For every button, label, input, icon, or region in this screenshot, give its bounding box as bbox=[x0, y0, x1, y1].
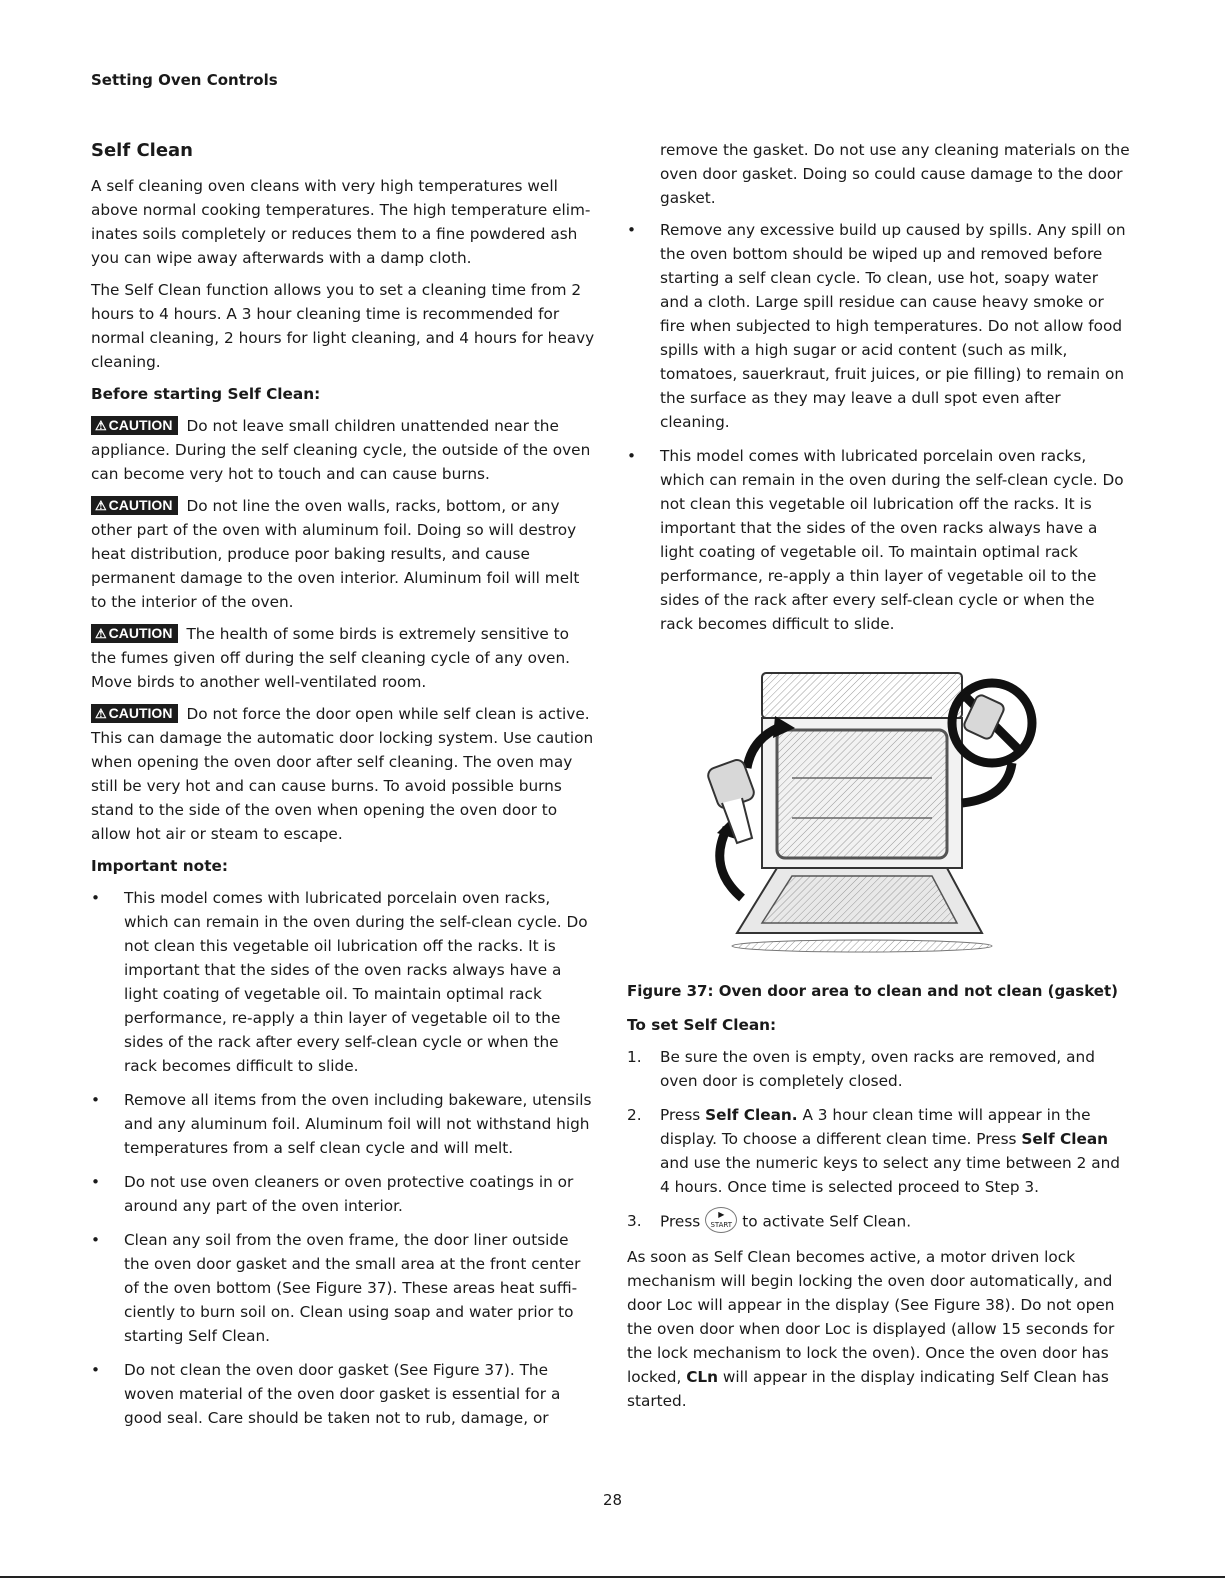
caution-paragraph-2 bbox=[91, 494, 596, 614]
caution-label: CAUTION bbox=[108, 417, 173, 433]
caution-text-2: Do not line the oven walls, racks, bottom, or any other part of the oven with aluminum foil. Doing so will destroy heat distribution, produce poor baking results, and cause permanent damage to the oven interior. Aluminum foil will melt to the interior of the oven. bbox=[91, 497, 580, 611]
self-clean-key-label: Self Clean bbox=[1021, 1130, 1109, 1148]
list-item: • Do not clean the oven door gasket (See Figure 37). The woven material of the oven door gasket is essential for a good seal. Care should be taken not to rub, damage, or bbox=[91, 1358, 596, 1430]
start-button-label: START bbox=[710, 1221, 733, 1229]
important-notes-list bbox=[91, 886, 596, 1430]
start-button-icon bbox=[705, 1207, 737, 1233]
caution-paragraph-4 bbox=[91, 702, 596, 846]
closing-text: will appear in the display indicating Self Clean has started. bbox=[627, 1368, 1109, 1410]
closing-text: As soon as Self Clean becomes active, a motor driven lock mechanism will begin locking the oven door automatically, and door Loc will appear in the display (See Figure 38). Do not open the oven door when door Loc is displayed (allow 15 seconds for the lock mechanism to lock the oven). Once the oven door has locked, bbox=[627, 1248, 1115, 1386]
oven-door-figure bbox=[707, 668, 1042, 958]
start-play-icon: ▶ bbox=[718, 1210, 725, 1219]
step-2 bbox=[627, 1103, 1130, 1199]
before-heading: Before starting Self Clean: bbox=[91, 385, 321, 403]
intro-paragraph-1: A self cleaning oven cleans with very high temperatures well above normal cooking temperatures. The high temperature elim-inates soils completely or reduces them to a fine powdered ash you can wipe away afterwards with a damp cloth. bbox=[91, 177, 591, 267]
section-title: Self Clean bbox=[91, 140, 193, 161]
step-3 bbox=[627, 1209, 1130, 1235]
figure-caption: Figure 37: Oven door area to clean and not clean (gasket) bbox=[627, 982, 1119, 1000]
set-heading: To set Self Clean: bbox=[627, 1016, 777, 1034]
list-item: • Do not use oven cleaners or oven protective coatings in or around any part of the oven interior. bbox=[91, 1170, 596, 1218]
cln-display-code: CLn bbox=[686, 1368, 719, 1386]
arrow-to-gasket bbox=[962, 763, 1012, 803]
warning-triangle-icon: ⚠ bbox=[95, 626, 107, 641]
warning-triangle-icon: ⚠ bbox=[95, 418, 107, 433]
caution-badge bbox=[91, 624, 178, 643]
step-number: 2. bbox=[627, 1106, 642, 1124]
step-text: Press bbox=[660, 1212, 701, 1231]
caution-text-3: The health of some birds is extremely sensitive to the fumes given off during the self cleaning cycle of any oven. Move birds to another well-ventilated room. bbox=[91, 625, 571, 691]
caution-badge bbox=[91, 704, 178, 723]
step-number: 3. bbox=[627, 1212, 642, 1230]
caution-text-1: Do not leave small children unattended near the appliance. During the self cleaning cycle, the outside of the oven can become very hot to touch and can cause burns. bbox=[91, 417, 591, 483]
warning-triangle-icon: ⚠ bbox=[95, 498, 107, 513]
step-text: Be sure the oven is empty, oven racks are removed, and oven door is completely closed. bbox=[660, 1048, 1095, 1090]
notes-list-continued bbox=[627, 218, 1130, 636]
caution-text-4: Do not force the door open while self clean is active. This can damage the automatic door locking system. Use caution when opening the oven door after self cleaning. The oven may still be very hot and can cause burns. To avoid possible burns stand to the side of the oven when opening the oven door to allow hot air or steam to escape. bbox=[91, 705, 594, 843]
closing-paragraph bbox=[627, 1245, 1130, 1413]
intro-paragraph-2: The Self Clean function allows you to set a cleaning time from 2 hours to 4 hours. A 3 hour cleaning time is recommended for normal cleaning, 2 hours for light cleaning, and 4 hours for heavy cleaning. bbox=[91, 281, 595, 371]
steps-list bbox=[627, 1045, 1130, 1235]
step-text: Press bbox=[660, 1106, 706, 1124]
oven-cavity bbox=[777, 730, 947, 858]
caution-paragraph-1 bbox=[91, 414, 596, 486]
caution-label: CAUTION bbox=[108, 625, 173, 641]
caution-badge bbox=[91, 416, 178, 435]
right-column bbox=[627, 138, 1130, 1421]
caution-badge bbox=[91, 496, 178, 515]
important-heading: Important note: bbox=[91, 857, 228, 875]
caution-label: CAUTION bbox=[108, 705, 173, 721]
warning-triangle-icon: ⚠ bbox=[95, 706, 107, 721]
caution-label: CAUTION bbox=[108, 497, 173, 513]
running-header: Setting Oven Controls bbox=[91, 71, 278, 89]
step-text: and use the numeric keys to select any time between 2 and 4 hours. Once time is selected proceed to Step 3. bbox=[660, 1154, 1120, 1196]
list-item: • This model comes with lubricated porcelain oven racks, which can remain in the oven during the self-clean cycle. Do not clean this vegetable oil lubrication off the racks. It is important that the sides of the oven racks always have a light coating of vegetable oil. To maintain optimal rack performance, re-apply a thin layer of vegetable oil to the sides of the rack after every self-clean cycle or when the rack becomes difficult to slide. bbox=[91, 886, 596, 1078]
list-item: • Clean any soil from the oven frame, the door liner outside the oven door gasket and the small area at the front center of the oven bottom (See Figure 37). These areas heat suffi-ciently to burn soil on. Clean using soap and water prior to starting Self Clean. bbox=[91, 1228, 596, 1348]
list-item: • This model comes with lubricated porcelain oven racks, which can remain in the oven during the self-clean cycle. Do not clean this vegetable oil lubrication off the racks. It is important that the sides of the oven racks always have a light coating of vegetable oil. To maintain optimal rack performance, re-apply a thin layer of vegetable oil to the sides of the rack after every self-clean cycle or when the rack becomes difficult to slide. bbox=[627, 444, 1130, 636]
list-item: • Remove all items from the oven including bakeware, utensils and any aluminum foil. Aluminum foil will not withstand high temperatures from a self clean cycle and will melt. bbox=[91, 1088, 596, 1160]
step-1 bbox=[627, 1045, 1130, 1093]
page-number: 28 bbox=[602, 1491, 623, 1509]
bottom-rule bbox=[0, 1576, 1225, 1578]
left-column bbox=[91, 138, 596, 1440]
oven-control-panel bbox=[762, 673, 962, 718]
step-number: 1. bbox=[627, 1048, 642, 1066]
step-text: A 3 hour clean time will appear in the display. To choose a different clean time. Press bbox=[660, 1106, 1091, 1148]
caution-paragraph-3 bbox=[91, 622, 596, 694]
continued-paragraph: remove the gasket. Do not use any cleaning materials on the oven door gasket. Doing so could cause damage to the door gasket. bbox=[660, 141, 1130, 207]
list-item: • Remove any excessive build up caused by spills. Any spill on the oven bottom should be wiped up and removed before starting a self clean cycle. To clean, use hot, soapy water and a cloth. Large spill residue can cause heavy smoke or fire when subjected to high temperatures. Do not allow food spills with a high sugar or acid content (such as milk, tomatoes, sauerkraut, fruit juices, or pie filling) to remain on the surface as they may leave a dull spot even after cleaning. bbox=[627, 218, 1130, 434]
step-text: to activate Self Clean. bbox=[742, 1212, 912, 1231]
self-clean-key-label: Self Clean. bbox=[705, 1106, 798, 1124]
